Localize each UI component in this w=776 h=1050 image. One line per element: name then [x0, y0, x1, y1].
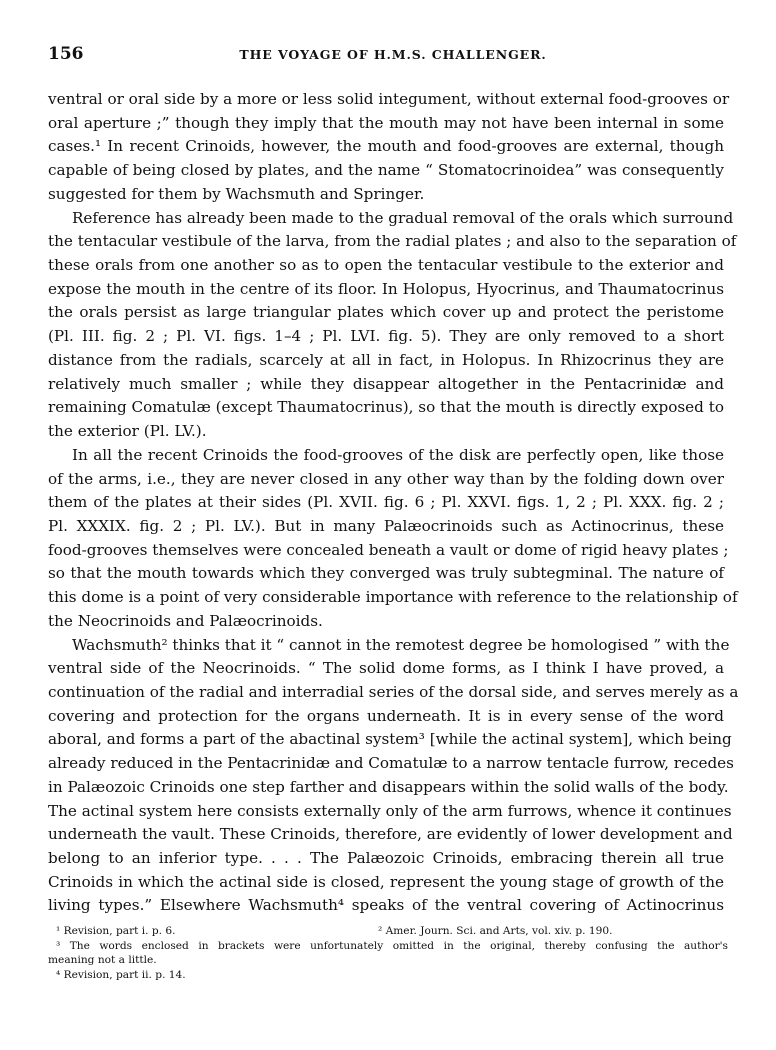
text-line: the tentacular vestibule of the larva, from the radial plates ; and also to the separation of — [48, 232, 737, 251]
text-line: in Palæozoic Crinoids one step farther and disappears within the solid walls of the body. — [48, 777, 729, 796]
footnote-row — [48, 924, 728, 939]
footnote-1: ¹ Revision, part i. p. 6. — [56, 925, 176, 937]
text-line: aboral, and forms a part of the abactinal system³ [while the actinal system], which being — [48, 730, 732, 749]
text-line: ventral side of the Neocrinoids. “ The solid dome forms, as I think I have proved, a — [48, 659, 724, 678]
text-line: them of the plates at their sides (Pl. XVII. fig. 6 ; Pl. XXVI. figs. 1, 2 ; Pl. XXX. fig. 2 ; — [48, 493, 724, 512]
text-line: (Pl. III. fig. 2 ; Pl. VI. figs. 1–4 ; Pl. LVI. fig. 5). They are only removed to a short — [48, 327, 724, 346]
text-line: underneath the vault. These Crinoids, therefore, are evidently of lower development and — [48, 825, 733, 844]
page-header — [48, 44, 738, 66]
footnote-2: ² Amer. Journ. Sci. and Arts, vol. xiv. p. 190. — [378, 925, 613, 937]
text-line: Reference has already been made to the gradual removal of the orals which surround — [72, 208, 734, 227]
text-line: ventral or oral side by a more or less solid integument, without external food-grooves or — [48, 90, 730, 108]
text-line: Wachsmuth² thinks that it “ cannot in the remotest degree be homologised ” with the — [72, 635, 730, 654]
footnotes — [48, 924, 728, 982]
running-title: THE VOYAGE OF H.M.S. CHALLENGER. — [239, 47, 547, 62]
text-line: so that the mouth towards which they converged was truly subtegminal. The nature of — [48, 564, 724, 583]
body-text — [48, 88, 739, 918]
text-line: distance from the radials, scarcely at all in fact, in Holopus. In Rhizocrinus they are — [48, 350, 724, 369]
text-line: Crinoids in which the actinal side is closed, represent the young stage of growth of the — [48, 872, 724, 891]
text-line: the exterior (Pl. LV.). — [48, 422, 207, 441]
text-line: suggested for them by Wachsmuth and Springer. — [48, 184, 425, 203]
footnote-4: ⁴ Revision, part ii. p. 14. — [56, 968, 186, 981]
text-line: food-grooves themselves were concealed beneath a vault or dome of rigid heavy plates ; — [48, 540, 729, 559]
text-line: this dome is a point of very considerable importance with reference to the relationship of — [48, 588, 738, 607]
footnote-3: ³ The words enclosed in brackets were unfortunately omitted in the original, thereby confusing the author's — [56, 939, 728, 952]
text-line: cases.¹ In recent Crinoids, however, the mouth and food-grooves are external, though — [48, 137, 724, 156]
text-line: covering and protection for the organs underneath. It is in every sense of the word — [48, 706, 724, 725]
text-line: of the arms, i.e., they are never closed in any other way than by the folding down over — [48, 469, 724, 488]
text-line: In all the recent Crinoids the food-grooves of the disk are perfectly open, like those — [72, 445, 724, 464]
text-line: The actinal system here consists externally only of the arm furrows, whence it continues — [48, 801, 732, 820]
text-line: these orals from one another so as to open the tentacular vestibule to the exterior and — [48, 256, 724, 275]
text-line: remaining Comatulæ (except Thaumatocrinus), so that the mouth is directly exposed to — [48, 398, 724, 417]
footnote-3-continued: meaning not a little. — [48, 954, 157, 966]
text-line: oral aperture ;” though they imply that the mouth may not have been internal in some — [48, 113, 724, 132]
text-line: expose the mouth in the centre of its floor. In Holopus, Hyocrinus, and Thaumatocrinus — [48, 279, 724, 298]
text-line: relatively much smaller ; while they disappear altogether in the Pentacrinidæ and — [48, 374, 724, 393]
text-line: Pl. XXXIX. fig. 2 ; Pl. LV.). But in many Palæocrinoids such as Actinocrinus, these — [48, 516, 724, 535]
text-line: living types.” Elsewhere Wachsmuth⁴ speaks of the ventral covering of Actinocrinus — [48, 896, 724, 915]
text-line: the Neocrinoids and Palæocrinoids. — [48, 611, 323, 630]
text-line: already reduced in the Pentacrinidæ and Comatulæ to a narrow tentacle furrow, recedes — [48, 754, 734, 773]
text-line: the orals persist as large triangular plates which cover up and protect the peristome — [48, 303, 724, 322]
text-line: capable of being closed by plates, and the name “ Stomatocrinoidea” was consequently — [48, 161, 724, 180]
text-line: belong to an inferior type. . . . The Palæozoic Crinoids, embracing therein all true — [48, 849, 724, 867]
text-line: continuation of the radial and interradial series of the dorsal side, and serves merely as a — [48, 682, 739, 701]
page-number: 156 — [48, 44, 84, 64]
